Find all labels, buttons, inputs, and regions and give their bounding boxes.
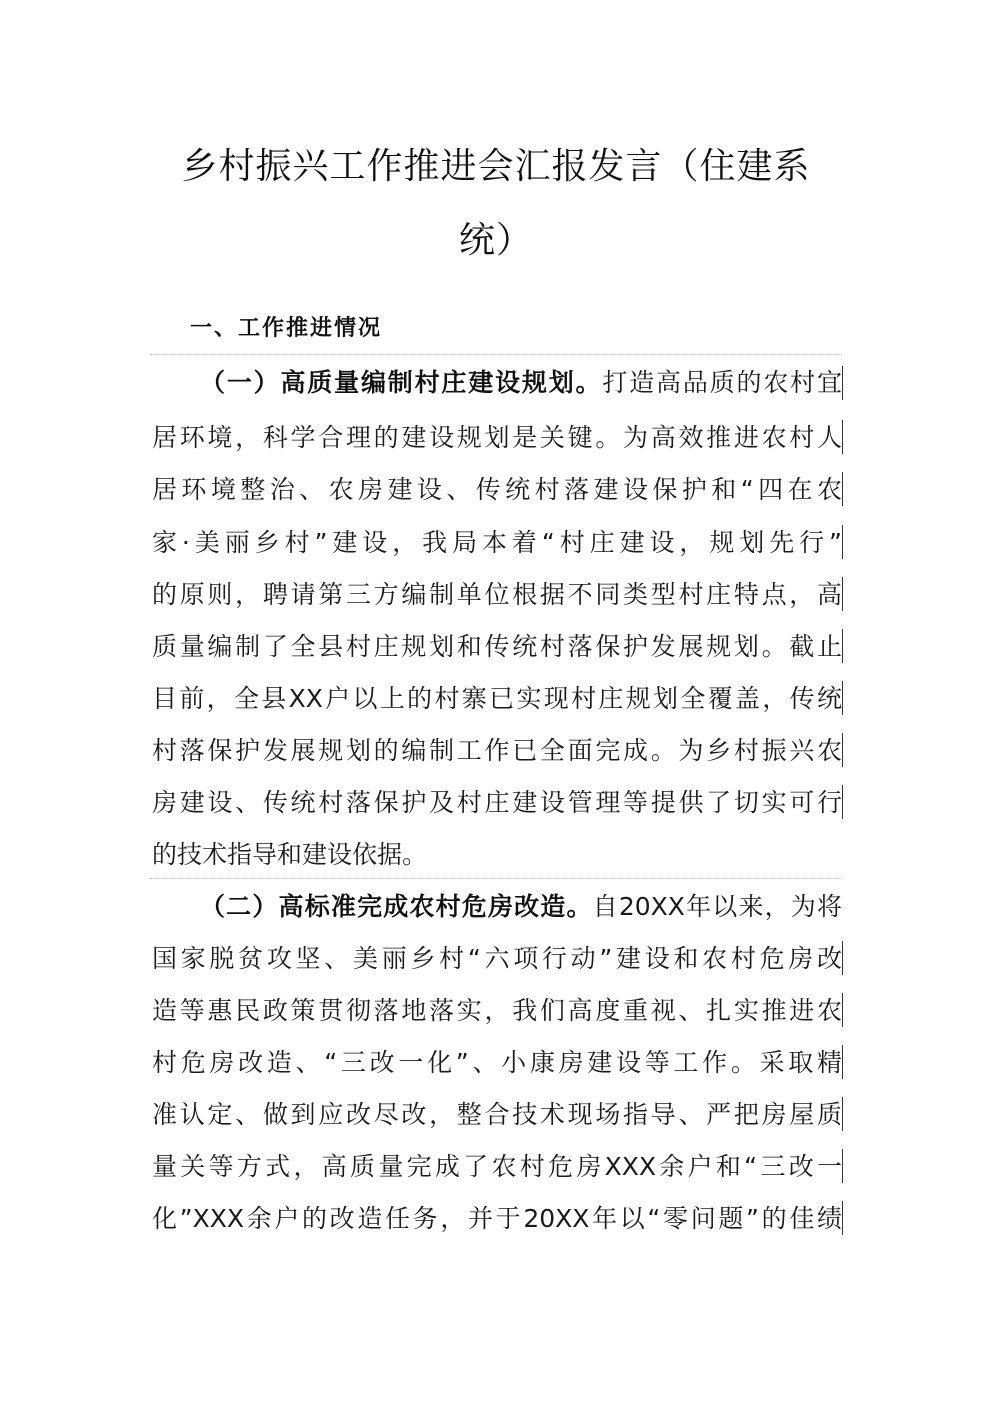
paragraph-1-line-10: 的技术指导和建设依据。 <box>152 840 428 869</box>
line-end-mark <box>842 993 843 1027</box>
paragraph-2-lead: （二）高标准完成农村危房改造。 <box>200 892 593 921</box>
paragraph-1-lead: （一）高质量编制村庄建设规划。 <box>200 368 603 397</box>
line-end-mark <box>842 577 843 611</box>
paragraph-2-line-4: 村危房改造、“三改一化”、小康房建设等工作。采取精 <box>152 1048 842 1077</box>
line-end-mark <box>842 733 843 767</box>
paragraph-1-line-2: 居环境，科学合理的建设规划是关键。为高效推进农村人 <box>152 423 842 452</box>
section-heading: 一、工作推进情况 <box>190 316 383 341</box>
paragraph-1-line-3: 居环境整治、农房建设、传统村落建设保护和“四在农 <box>152 475 842 504</box>
line-end-mark <box>842 1097 843 1131</box>
line-end-mark <box>842 629 843 663</box>
paragraph-2-line-5: 准认定、做到应改尽改，整合技术现场指导、严把房屋质 <box>152 1100 842 1129</box>
paragraph-1-text: 打造高品质的农村宜 <box>602 368 842 397</box>
paragraph-1-line-9: 房建设、传统村落保护及村庄建设管理等提供了切实可行 <box>152 788 842 817</box>
line-end-mark <box>842 1045 843 1079</box>
paragraph-1-line-8: 村落保护发展规划的编制工作已全面完成。为乡村振兴农 <box>152 736 842 765</box>
paragraph-1-line-4: 家·美丽乡村”建设，我局本着“村庄建设，规划先行” <box>152 528 842 557</box>
document-title-line-2: 统） <box>458 220 533 261</box>
paragraph-2-line-7: 化”XXX余户的改造任务，并于20XX年以“零问题”的佳绩 <box>152 1204 842 1233</box>
paragraph-2-line-6: 量关等方式，高质量完成了农村危房XXX余户和“三改一 <box>152 1152 842 1181</box>
paragraph-1-line-5: 的原则，聘请第三方编制单位根据不同类型村庄特点，高 <box>152 580 842 609</box>
line-end-mark <box>842 1201 843 1235</box>
paragraph-2-line-3: 造等惠民政策贯彻落地落实，我们高度重视、扎实推进农 <box>152 996 842 1025</box>
line-end-mark <box>842 420 843 454</box>
paragraph-1-line-1 <box>200 355 842 410</box>
document-title-line-1: 乡村振兴工作推进会汇报发言（住建系 <box>181 146 811 187</box>
paragraph-1-line-7: 目前，全县XX户以上的村寨已实现村庄规划全覆盖，传统 <box>152 684 842 713</box>
paragraph-1-line-6: 质量编制了全县村庄规划和传统村落保护发展规划。截止 <box>152 632 842 661</box>
paragraph-2-text: 自20XX年以来，为将 <box>592 892 842 921</box>
line-end-mark <box>842 525 843 559</box>
paragraph-2-line-2: 国家脱贫攻坚、美丽乡村“六项行动”建设和农村危房改 <box>152 944 842 973</box>
paragraph-2-line-1 <box>200 879 842 934</box>
line-end-mark <box>842 1149 843 1183</box>
line-end-mark <box>842 472 843 506</box>
line-end-mark <box>842 941 843 975</box>
line-end-mark <box>842 366 843 400</box>
line-end-mark <box>842 785 843 819</box>
line-end-mark <box>842 681 843 715</box>
